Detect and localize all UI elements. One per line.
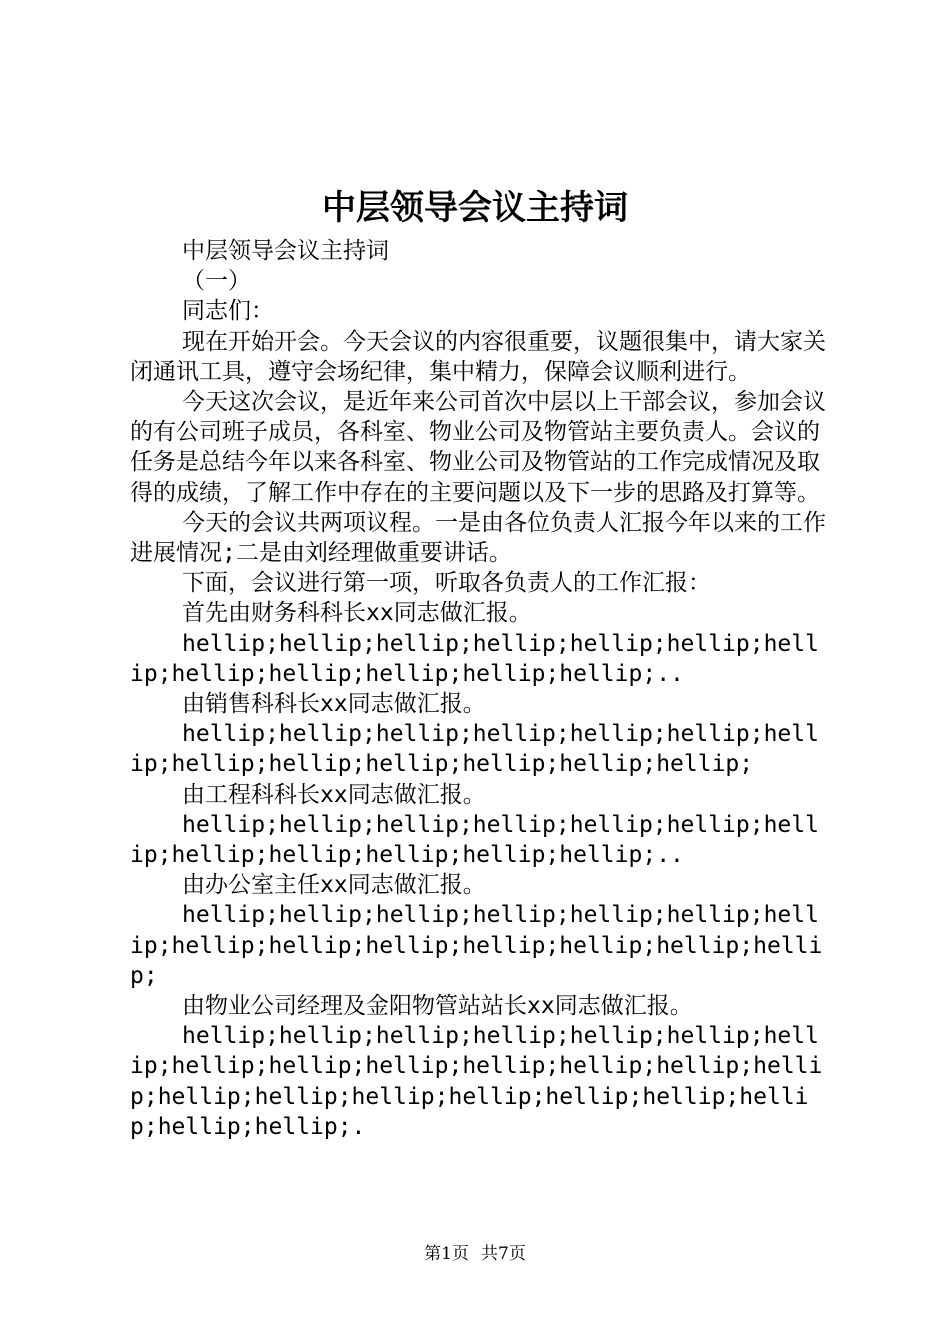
paragraph: 现在开始开会。今天会议的内容很重要，议题很集中，请大家关闭通讯工具，遵守会场纪律，集中精力，保障会议顺利进行。 <box>130 328 826 385</box>
page-number: 第1页 <box>424 1244 469 1264</box>
paragraph: 中层领导会议主持词 <box>182 238 389 264</box>
paragraph: 由物业公司经理及金阳物管站站长xx同志做汇报。 <box>182 993 693 1020</box>
paragraph: hellip;hellip;hellip;hellip;hellip;hellip;hellip;hellip;hellip;hellip;hellip;hellip;hellip;hellip; <box>130 902 823 989</box>
paragraph: hellip;hellip;hellip;hellip;hellip;hellip;hellip;hellip;hellip;hellip;hellip;hellip;.. <box>130 811 819 869</box>
document-body <box>130 236 832 1142</box>
paragraph: 由工程科科长xx同志做汇报。 <box>182 781 486 808</box>
paragraph: 同志们： <box>182 298 274 325</box>
paragraph: hellip;hellip;hellip;hellip;hellip;hellip;hellip;hellip;hellip;hellip;hellip;hellip;.. <box>130 630 819 687</box>
paragraph: 由办公室主任xx同志做汇报。 <box>182 872 486 899</box>
page-footer <box>0 1243 950 1265</box>
page-total: 共7页 <box>481 1244 526 1264</box>
paragraph: hellip;hellip;hellip;hellip;hellip;hellip;hellip;hellip;hellip;hellip;hellip;hellip;hellip; <box>130 721 819 778</box>
paragraph: 首先由财务科科长xx同志做汇报。 <box>182 600 532 627</box>
paragraph: 今天的会议共两项议程。一是由各位负责人汇报今年以来的工作进展情况;二是由刘经理做重要讲话。 <box>130 509 826 567</box>
paragraph: （一） <box>182 268 251 295</box>
paragraph: 由销售科科长xx同志做汇报。 <box>182 691 486 718</box>
paragraph: 今天这次会议，是近年来公司首次中层以上干部会议，参加会议的有公司班子成员，各科室、物业公司及物管站主要负责人。会议的任务是总结今年以来各科室、物业公司及物管站的工作完成情况及取得的成绩，了解工作中存在的主要问题以及下一步的思路及打算等。 <box>130 389 826 506</box>
document-title: 中层领导会议主持词 <box>322 188 628 228</box>
paragraph: hellip;hellip;hellip;hellip;hellip;hellip;hellip;hellip;hellip;hellip;hellip;hellip;hellip;hellip;hellip;hellip;hellip;hellip;hellip;hellip;hellip;hellip;hellip;. <box>130 1023 823 1140</box>
paragraph: 下面，会议进行第一项，听取各负责人的工作汇报： <box>182 570 711 597</box>
